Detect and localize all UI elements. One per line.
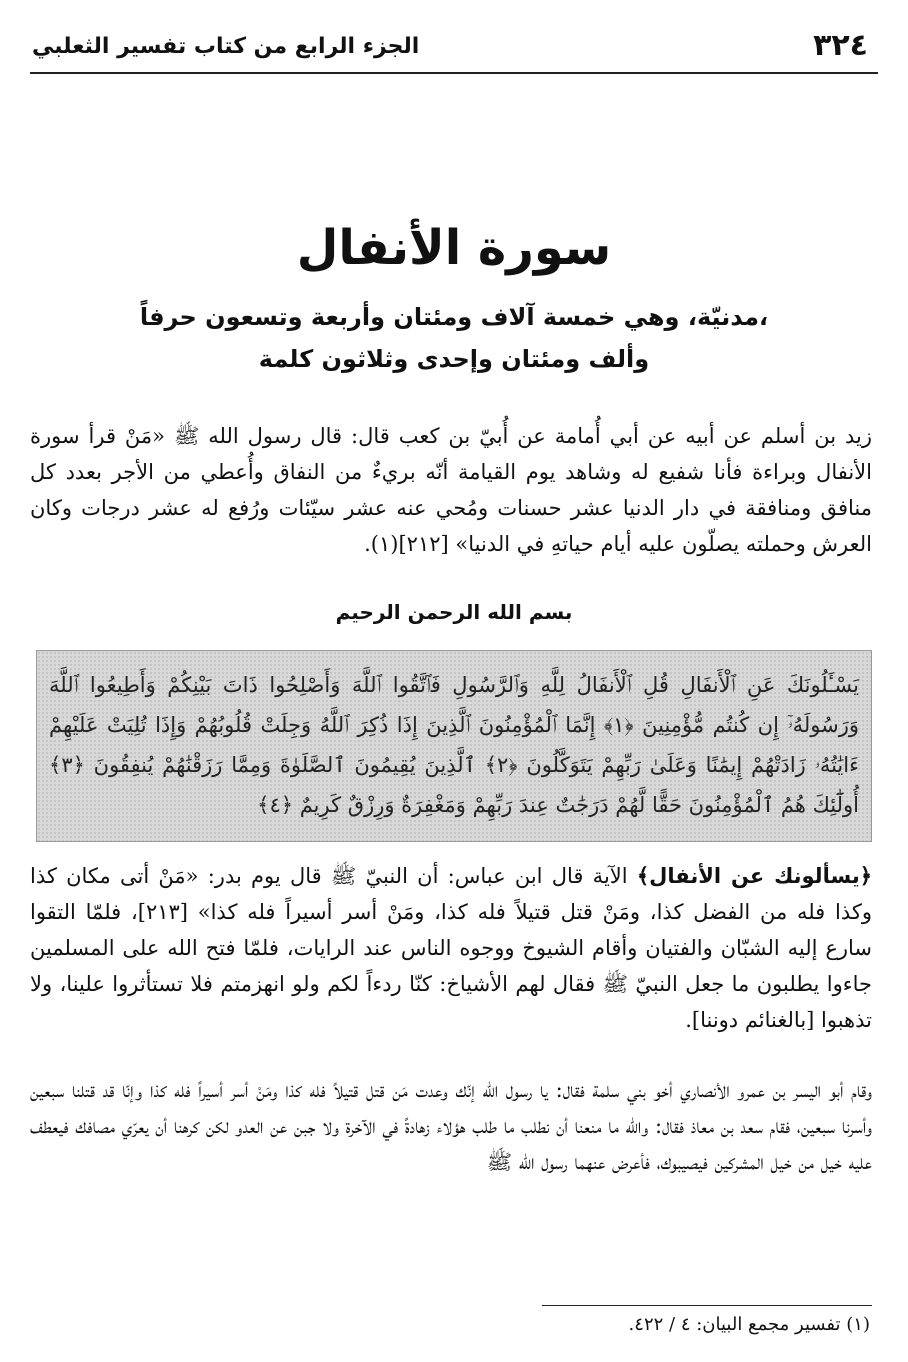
running-title: الجزء الرابع من كتاب تفسير الثعلبي (32, 34, 420, 59)
footnote-divider (542, 1305, 872, 1306)
hadith-paragraph: زيد بن أسلم عن أبيه عن أبي أُمامة عن أُبيّ بن كعب قال: قال رسول الله ﷺ «مَنْ قرأ سورة الأنفال وبراءة فأنا شفيع له وشاهد يوم القيامة أنّه بريءٌ من النفاق وأُعطي من الأجر بعدد كل منافق ومنافقة في دار الدنيا عشر حسنات ومُحي عنه عشر سيّئات ورُفع له عشر درجات وكان العرش وحملته يصلّون عليه أيام حياتهِ في الدنيا» [٢١٢](١). (30, 424, 872, 556)
basmala: بسم الله الرحمن الرحيم (335, 600, 573, 624)
commentary-text: الآية قال ابن عباس: أن النبيّ ﷺ قال يوم بدر: «مَنْ أتى مكان كذا وكذا فله من الفضل كذا، ومَنْ قتل قتيلاً فله كذا، ومَنْ أسر أسيراً فله كذا» [٢١٣]، فلمّا التقوا سارع إليه الشبّان والفتيان وأقام الشيوخ ووجوه الناس عند الرايات، فلمّا فتح الله على المسلمين جاءوا يطلبون ما جعل النبيّ ﷺ فقال لهم الأشياخ: كنّا ردءاً لكم ولو انهزمتم فلا تستأثروا علينا، ولا تذهبوا [بالغنائم دوننا]. (30, 864, 872, 1032)
page-header (30, 22, 878, 74)
verse-quote: ﴿يسألونك عن الأنفال﴾ (636, 864, 873, 888)
quran-verses: يَسْـَٔلُونَكَ عَنِ ٱلْأَنفَالِ قُلِ ٱلْأَنفَالُ لِلَّهِ وَٱلرَّسُولِ فَٱتَّقُوا ٱللَّهَ وَأَصْلِحُوا ذَاتَ بَيْنِكُمْ وَأَطِيعُوا ٱللَّهَ وَرَسُولَهُۥٓ إِن كُنتُم مُّؤْمِنِينَ ﴿١﴾ إِنَّمَا ٱلْمُؤْمِنُونَ ٱلَّذِينَ إِذَا ذُكِرَ ٱللَّهُ وَجِلَتْ قُلُوبُهُمْ وَإِذَا تُلِيَتْ عَلَيْهِمْ ءَايَٰتُهُۥ زَادَتْهُمْ إِيمَٰنًا وَعَلَىٰ رَبِّهِمْ يَتَوَكَّلُونَ ﴿٢﴾ ٱلَّذِينَ يُقِيمُونَ ٱلصَّلَوٰةَ وَمِمَّا رَزَقْنَٰهُمْ يُنفِقُونَ ﴿٣﴾ أُولَٰٓئِكَ هُمُ ٱلْمُؤْمِنُونَ حَقًّا لَّهُمْ دَرَجَٰتٌ عِندَ رَبِّهِمْ وَمَغْفِرَةٌ وَرِزْقٌ كَرِيمٌ ﴿٤﴾ (49, 673, 859, 817)
sura-title: سورة الأنفال (296, 220, 612, 276)
sura-subtitle-line1: مدنيّة، وهي خمسة آلاف ومئتان وأربعة وتسعون حرفاً، (139, 303, 769, 331)
sura-subtitle-line2: وألف ومئتان وإحدى وثلاثون كلمة (258, 345, 650, 373)
quran-verse-box (36, 650, 872, 842)
commentary-paragraph-1 (30, 858, 872, 1038)
footnote: (١) تفسير مجمع البيان: ٤ / ٤٢٢. (628, 1314, 870, 1335)
page-number: ٣٢٤ (813, 28, 868, 63)
commentary-paragraph-2: وقام أبو اليسر بن عمرو الأنصاري أخو بني سلمة فقال: يا رسول الله إنّك وعدت مَن قتل قتيلاً فله كذا ومَنْ أسر أسيراً فله كذا وإنّا قد قتلنا سبعين وأسرنا سبعين، فقام سعد بن معاذ فقال: والله ما منعنا أن نطلب ما طلب هؤلاء زهادةً في الآخرة ولا جبن عن العدو لكن كرهنا أن يعرّي مصافك فيعطف عليه خيل من خيل المشركين فيصيبوك، فأعرض عنهما رسول الله ﷺ (30, 1078, 872, 1174)
